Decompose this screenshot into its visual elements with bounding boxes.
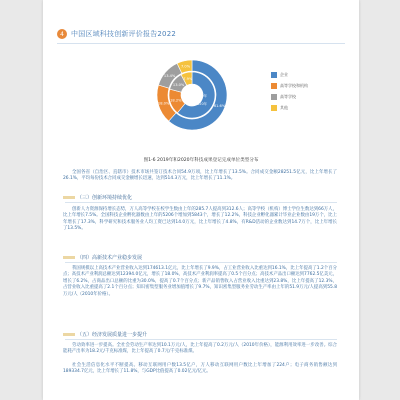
year-label: 2020年 <box>194 102 208 106</box>
report-title: 中国区域科技创新评价报告2022 <box>71 30 177 38</box>
legend-label: 其他 <box>280 104 288 110</box>
inner-ring-slice-label: 7.9% <box>183 76 193 81</box>
figure-caption: 图1-6 2019年和2020年科技成果登记完成单位类型分布 <box>143 158 259 163</box>
outer-ring-slice-label: 18.0% <box>157 101 170 106</box>
legend-swatch <box>271 72 277 78</box>
legend-label: 高等学校 <box>280 93 296 99</box>
legend-label: 高等学校和机构 <box>280 82 308 88</box>
header-divider <box>57 43 345 44</box>
section-heading-hightech <box>63 253 142 261</box>
section-divider <box>65 262 337 263</box>
outer-ring-slice-label: 7.0% <box>180 64 191 69</box>
page-number-badge: 4 <box>57 29 67 39</box>
inner-ring-slice-label: 18.2% <box>170 98 182 103</box>
legend-item <box>271 103 308 112</box>
section-title: （三）创新环境持续优化 <box>77 194 133 201</box>
unit-type-donut-chart <box>129 58 255 132</box>
section-heading-environment <box>63 193 132 201</box>
section-heading-economy <box>63 330 147 338</box>
legend-item <box>271 70 308 79</box>
section-marker <box>63 333 75 336</box>
paragraph-environment: 创新人力资源保持增长态势，万人高等学校在校学生数由上年的285.7人提高到312.6人；高等学校（机构）博士学位生数达到66万人，比上年增长7.5%。全国科技企业孵化器数由上年的5206个增加到5843个，增长了12.2%，科技企业孵化器累计毕业企业数由19万个，比上年增长了17.3%，科学研究和技术服务业人均工资已达到14.0万元，比上年增长了4.8%，有R&D活动的企业数达到14.7万个，比上年增长了13.5%。 <box>63 207 337 232</box>
section-divider <box>65 202 337 203</box>
section-divider <box>65 339 337 340</box>
chart-legend <box>271 70 308 114</box>
legend-swatch <box>271 94 277 100</box>
page-header <box>57 28 176 40</box>
section-title: （五）经济发展质量进一步提升 <box>77 331 148 338</box>
inner-ring-slice-label: 13.0% <box>172 82 185 87</box>
legend-item <box>271 92 308 101</box>
outer-ring-slice-label: 13.4% <box>163 74 176 79</box>
section-title: （四）高新技术产业稳步发展 <box>77 254 143 261</box>
section-marker <box>63 196 75 199</box>
legend-label: 企业 <box>280 71 288 77</box>
report-page <box>43 0 359 400</box>
year-label: 2019年 <box>194 94 208 98</box>
outer-ring-slice-label: 61.6% <box>213 103 226 108</box>
paragraph-tech-market: 全国各省（自治区、直辖市）技术市场共签订技术合同54.9万项，比上年增长了13.5%。合同成交金额28251.5亿元，比上年增长了26.1%，平均每份技术合同成交金额增长迅速，达到514.3万元，比上年增长了11.1%。 <box>63 170 337 182</box>
section-marker <box>63 256 75 259</box>
paragraph-informatization: 社会生活信息化水平不断提高。移动互联网用户数13.5亿户，万人移动互联网用户数比上年增加了224户；电子商务销售额达到189334.7亿元，比上年增长了11.8%，与GDP比值提高了0.02亿元/亿元。 <box>63 363 337 375</box>
legend-item <box>271 81 308 90</box>
paragraph-hightech: 我国规模以上高技术产业营业收入达到174613.1亿元，比上年增长了9.9%，占工业营业收入比重达到16.1%，比上年提高了1.2个百分点；高技术产业利润总额达到12394.0亿元，增长了18.0%，高技术产业利润率提高了0.5个百分点；高技术产品出口额达到7762.5亿美元，增长了6.2%，占商品出口总额的比重为30.0%，提高了0.7个百分点；新产品销售收入占营业收入比重达到23.8%，比上年提高了12.3%，占营业收入比重提高了2.1个百分点；知识密集型服务业增加值增长了9.7%，知识密集型服务业劳动生产率由上年的51.9万元/人提高到55.8万元/人（2010年价格）。 <box>63 266 337 297</box>
paragraph-productivity: 劳动效率进一步提高。全社会劳动生产率达到10.1万元/人，比上年提高了0.2万元/人（2010年价格），能源利用效率进一步改善。综合能耗产出率为18.2元/千克标准煤，比上年提高了0.7元/千克标准煤。 <box>63 343 337 355</box>
legend-swatch <box>271 105 277 111</box>
legend-swatch <box>271 83 277 89</box>
